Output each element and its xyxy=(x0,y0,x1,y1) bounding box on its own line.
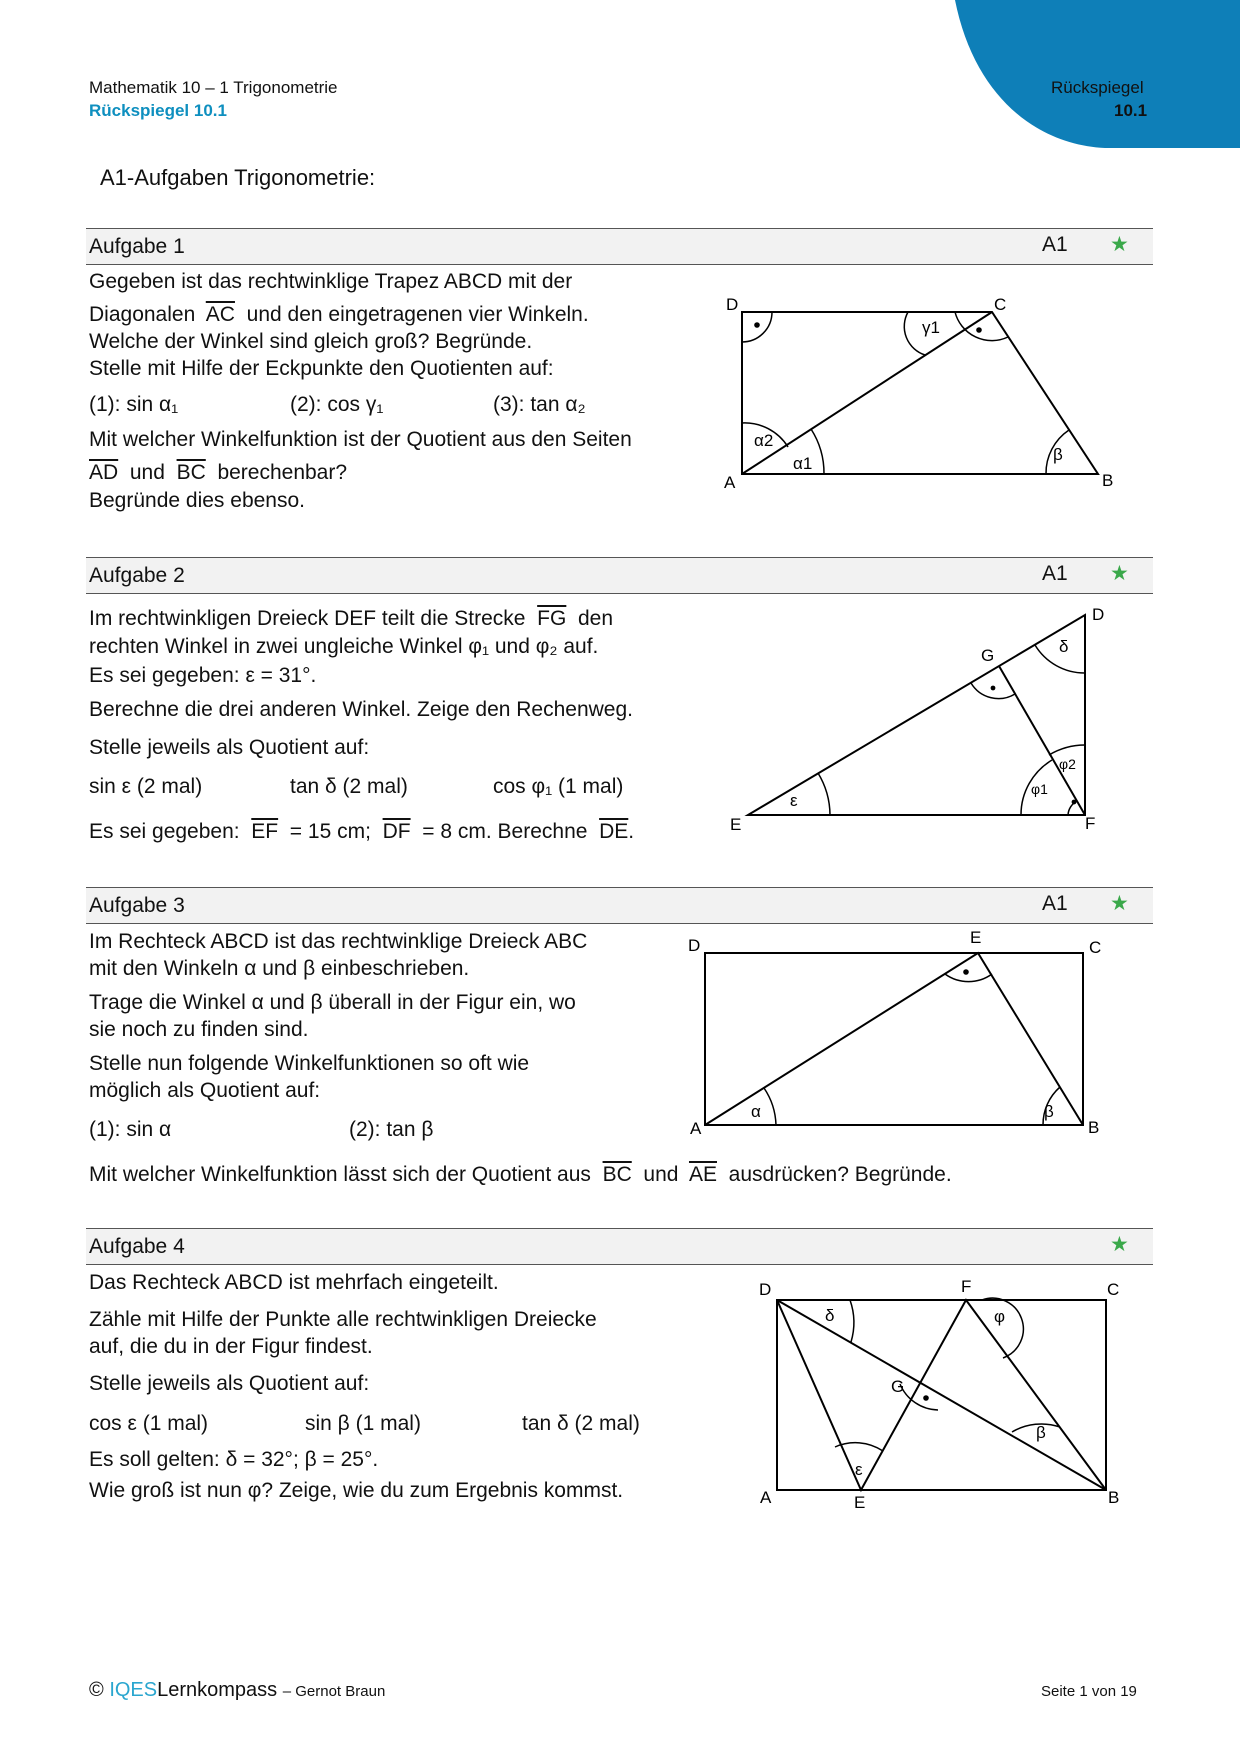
task-3-title: Aufgabe 3 xyxy=(89,894,185,917)
fig2-label-e: E xyxy=(730,815,742,834)
task-4-text: Das Rechteck ABCD ist mehrfach eingeteilt. xyxy=(89,1271,499,1294)
fig3-label-c: C xyxy=(1089,938,1102,957)
star-icon: ★ xyxy=(1110,562,1129,585)
task-2-text: Es sei gegeben: $\overline{EF} = 15$ cm; $\overline{DF} = 8$ cm. Berechne $\overline{DE}$. xyxy=(89,820,635,843)
task-4-header xyxy=(86,1228,1153,1265)
header-right-number: 10.1 xyxy=(1114,101,1148,120)
fig2-angle-epsilon: ε xyxy=(790,791,798,810)
task-1-quotient-2: (2): cos γ₁ xyxy=(290,393,384,416)
task-1-quotient-3: (3): tan α₂ xyxy=(493,393,586,416)
task-2-level: A1 xyxy=(1042,562,1068,585)
task-1-text: Stelle mit Hilfe der Eckpunkte den Quotienten auf: xyxy=(89,357,554,380)
fig2-label-f: F xyxy=(1085,814,1096,833)
footer-brand xyxy=(89,1679,385,1702)
task-2-text: rechten Winkel in zwei ungleiche Winkel φ₁ und φ₂ auf. xyxy=(89,635,599,658)
figure-2-triangle xyxy=(748,615,1085,815)
task-1-quotient-1: (1): sin α₁ xyxy=(89,393,179,416)
fig2-angle-phi1: φ1 xyxy=(1031,781,1048,797)
fig3-label-b: B xyxy=(1088,1118,1100,1137)
task-3-text: Stelle nun folgende Winkelfunktionen so oft wie xyxy=(89,1052,530,1075)
segment-ef: $\overline{EF}$ xyxy=(251,820,279,843)
task-4-text: auf, die du in der Figur findest. xyxy=(89,1335,373,1358)
task-2-quotient-1: sin ε (2 mal) xyxy=(89,775,203,798)
task-2-text: Es sei gegeben: ε = 31°. xyxy=(89,664,317,687)
page-title: A1-Aufgaben Trigonometrie: xyxy=(100,165,376,190)
task-3-level: A1 xyxy=(1042,892,1068,915)
task-1-text: Begründe dies ebenso. xyxy=(89,489,305,512)
fig2-label-g: G xyxy=(981,646,995,665)
segment-bc: $\overline{BC}$ xyxy=(602,1163,632,1186)
task-3-text: möglich als Quotient auf: xyxy=(89,1079,321,1102)
segment-ad: $\overline{AD}$ xyxy=(89,461,119,484)
task-4-quotient-3: tan δ (2 mal) xyxy=(522,1412,640,1435)
segment-bc: $\overline{BC}$ xyxy=(176,461,206,484)
fig4-angle-phi: φ xyxy=(994,1307,1006,1326)
task-3-text: Im Rechteck ABCD ist das rechtwinklige Dreieck ABC xyxy=(89,930,588,953)
task-2-text: Im rechtwinkligen Dreieck DEF teilt die Strecke $\overline{FG}$ den xyxy=(89,607,614,630)
fig1-angle-alpha2: α2 xyxy=(754,431,774,450)
figure-1-trapezoid xyxy=(742,312,1098,474)
header-right-label: Rückspiegel xyxy=(1051,78,1144,97)
footer-author: – Gernot Braun xyxy=(282,1683,386,1700)
fig3-angle-alpha: α xyxy=(751,1102,761,1121)
task-4-text: Zähle mit Hilfe der Punkte alle rechtwinkligen Dreiecke xyxy=(89,1308,597,1331)
fig2-angle-phi2: φ2 xyxy=(1059,756,1076,772)
task-4-quotient-2: sin β (1 mal) xyxy=(305,1412,421,1435)
task-3-text: Trage die Winkel α und β überall in der Figur ein, wo xyxy=(89,991,576,1014)
task-1-text: Mit welcher Winkelfunktion ist der Quotient aus den Seiten xyxy=(89,428,632,451)
fig4-label-a: A xyxy=(760,1488,772,1507)
fig4-angle-delta: δ xyxy=(825,1306,835,1325)
fig1-label-c: C xyxy=(994,295,1007,314)
task-1-text: Gegeben ist das rechtwinklige Trapez ABCD mit der xyxy=(89,270,573,293)
fig4-label-b: B xyxy=(1108,1488,1120,1507)
copyright-icon: © xyxy=(89,1679,104,1701)
task-1-header xyxy=(86,228,1153,265)
task-1-text: $\overline{AD}$ und $\overline{BC}$ berechenbar? xyxy=(89,461,348,484)
fig1-angle-gamma1: γ1 xyxy=(922,318,940,337)
task-1-title: Aufgabe 1 xyxy=(89,235,185,258)
fig1-label-a: A xyxy=(724,473,736,492)
task-1-level: A1 xyxy=(1042,233,1068,256)
task-3-header xyxy=(86,887,1153,924)
fig4-label-e: E xyxy=(854,1493,866,1512)
page-number: Seite 1 von 19 xyxy=(1041,1683,1137,1700)
fig4-label-c: C xyxy=(1107,1280,1120,1299)
task-4-quotient-1: cos ε (1 mal) xyxy=(89,1412,209,1435)
task-2-header xyxy=(86,557,1153,594)
task-3-quotient-2: (2): tan β xyxy=(349,1118,434,1141)
brand-lernkompass: Lernkompass xyxy=(157,1679,278,1701)
fig1-angle-alpha1: α1 xyxy=(793,454,813,473)
segment-df: $\overline{DF}$ xyxy=(382,820,411,843)
header-section-title: Rückspiegel 10.1 xyxy=(89,101,227,120)
fig4-label-d: D xyxy=(759,1280,772,1299)
fig3-label-a: A xyxy=(690,1119,702,1138)
fig2-label-d: D xyxy=(1092,605,1105,624)
task-2-text: Berechne die drei anderen Winkel. Zeige den Rechenweg. xyxy=(89,698,634,721)
fig1-label-d: D xyxy=(726,295,739,314)
task-2-quotient-2: tan δ (2 mal) xyxy=(290,775,408,798)
task-2-quotient-3: cos φ₁ (1 mal) xyxy=(493,775,624,798)
brand-iqes: IQES xyxy=(109,1679,158,1701)
task-2-title: Aufgabe 2 xyxy=(89,564,185,587)
task-1-text: Welche der Winkel sind gleich groß? Begründe. xyxy=(89,330,533,353)
fig3-angle-beta: β xyxy=(1044,1102,1054,1121)
task-4-title: Aufgabe 4 xyxy=(89,1235,185,1258)
star-icon: ★ xyxy=(1110,1233,1129,1256)
fig4-angle-beta: β xyxy=(1036,1423,1046,1442)
task-2-text: Stelle jeweils als Quotient auf: xyxy=(89,736,370,759)
segment-de: $\overline{DE}$ xyxy=(599,820,629,843)
segment-ae: $\overline{AE}$ xyxy=(688,1163,717,1186)
task-3-quotient-1: (1): sin α xyxy=(89,1118,172,1141)
header-course-title: Mathematik 10 – 1 Trigonometrie xyxy=(89,78,338,97)
task-4-text: Wie groß ist nun φ? Zeige, wie du zum Ergebnis kommst. xyxy=(89,1479,624,1502)
fig4-angle-epsilon: ε xyxy=(855,1460,863,1479)
star-icon: ★ xyxy=(1110,892,1129,915)
fig2-angle-delta: δ xyxy=(1059,637,1069,656)
task-3-text: sie noch zu finden sind. xyxy=(89,1018,309,1041)
fig1-angle-beta: β xyxy=(1053,445,1063,464)
task-1-text: Diagonalen $\overline{AC}$ und den eingetragenen vier Winkeln. xyxy=(89,303,589,326)
task-4-text: Stelle jeweils als Quotient auf: xyxy=(89,1372,370,1395)
fig3-label-d: D xyxy=(688,936,701,955)
task-4-text: Es soll gelten: δ = 32°; β = 25°. xyxy=(89,1448,379,1471)
task-3-text: Mit welcher Winkelfunktion lässt sich der Quotient aus $\overline{BC}$ und $\overline{AE}$ ausdrücken? Begründe. xyxy=(89,1163,952,1186)
segment-fg: $\overline{FG}$ xyxy=(537,607,567,630)
fig4-label-f: F xyxy=(961,1277,972,1296)
figure-4-rectangle xyxy=(777,1298,1106,1490)
star-icon: ★ xyxy=(1110,233,1129,256)
task-3-text: mit den Winkeln α und β einbeschrieben. xyxy=(89,957,470,980)
fig3-label-e: E xyxy=(970,928,982,947)
figure-3-rectangle xyxy=(705,953,1083,1125)
fig4-label-g: G xyxy=(891,1377,905,1396)
fig1-label-b: B xyxy=(1102,471,1114,490)
segment-ac: $\overline{AC}$ xyxy=(205,303,235,326)
